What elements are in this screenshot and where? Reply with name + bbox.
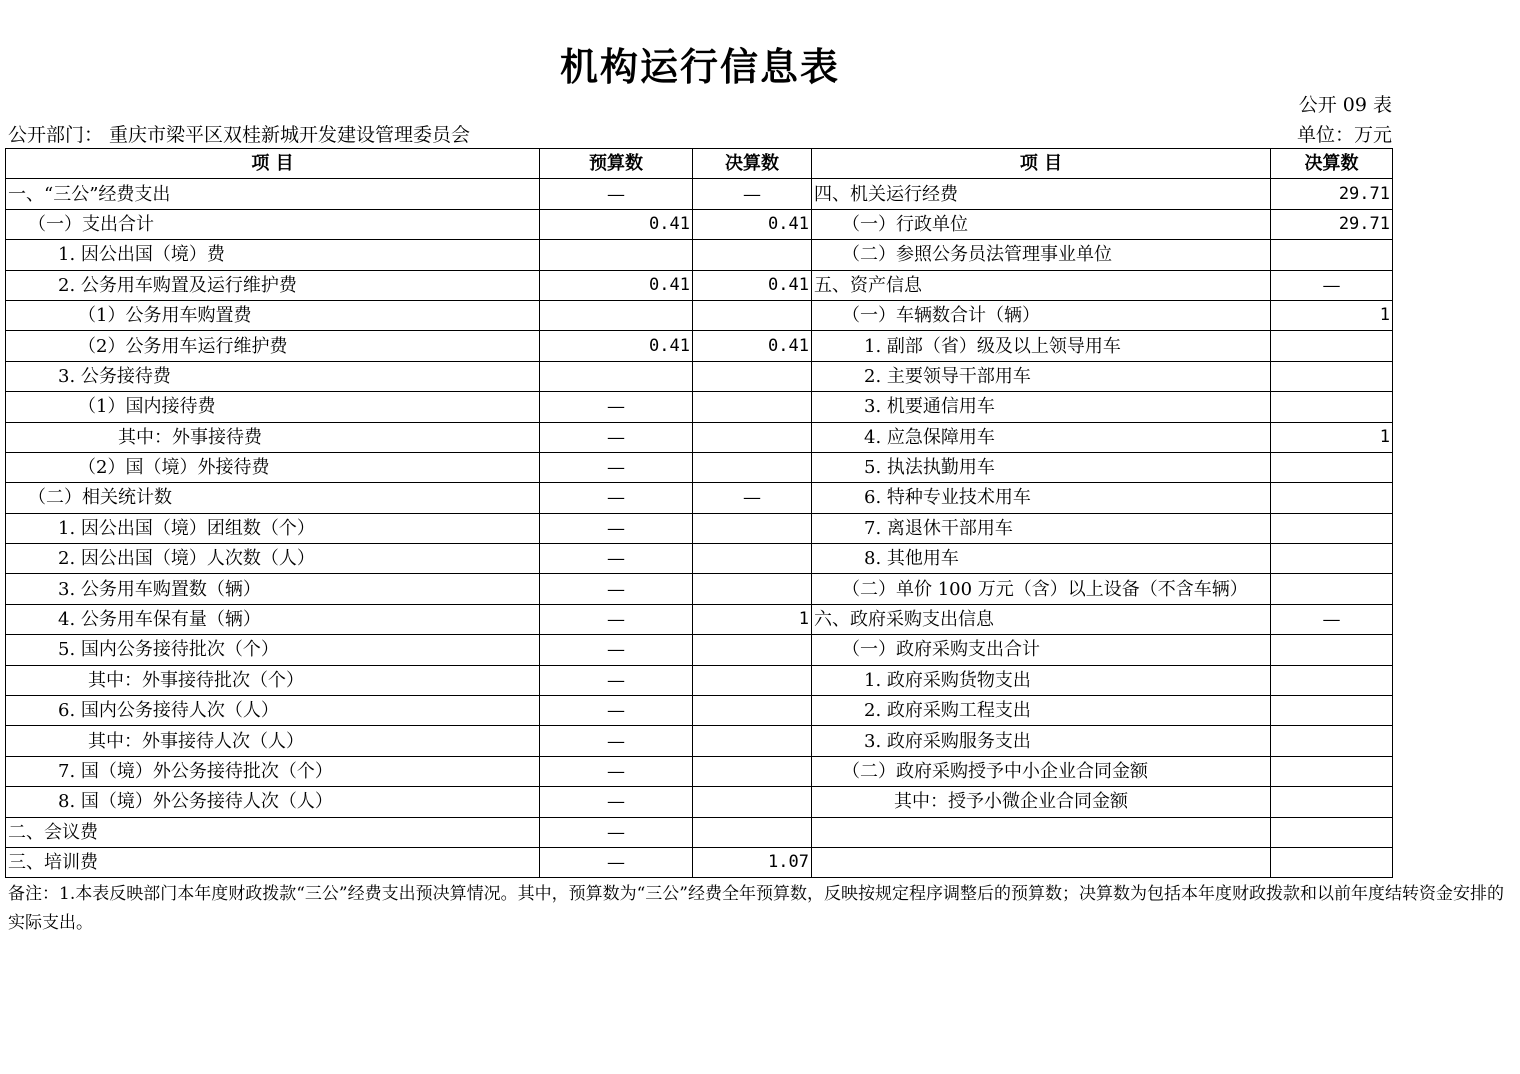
- header-item-right: 项 目: [812, 149, 1271, 179]
- row-budget: —: [540, 635, 693, 665]
- table-row: [6, 240, 1393, 270]
- row-item-right: 四、机关运行经费: [812, 179, 1271, 209]
- row-item-right: （一）车辆数合计（辆）: [812, 300, 1271, 330]
- table-row: [6, 179, 1393, 209]
- row-item-left: 二、会议费: [6, 817, 540, 847]
- row-budget: —: [540, 452, 693, 482]
- row-final-right: [1271, 392, 1393, 422]
- table-row: [6, 422, 1393, 452]
- row-budget: 0.41: [540, 270, 693, 300]
- table-row: [6, 756, 1393, 786]
- row-item-left: 6. 国内公务接待人次（人）: [6, 696, 540, 726]
- table-row: [6, 635, 1393, 665]
- row-final-left: [693, 726, 812, 756]
- row-final-left: 1.07: [693, 847, 812, 877]
- row-item-right: 2. 政府采购工程支出: [812, 696, 1271, 726]
- row-budget: —: [540, 544, 693, 574]
- row-final-left: [693, 300, 812, 330]
- row-final-left: [693, 635, 812, 665]
- row-item-right: 5. 执法执勤用车: [812, 452, 1271, 482]
- row-final-right: [1271, 817, 1393, 847]
- row-item-left: 1. 因公出国（境）团组数（个）: [6, 513, 540, 543]
- row-final-left: —: [693, 179, 812, 209]
- row-budget: —: [540, 665, 693, 695]
- header-final-left: 决算数: [693, 149, 812, 179]
- table-row: [6, 361, 1393, 391]
- row-final-right: [1271, 544, 1393, 574]
- header-budget: 预算数: [540, 149, 693, 179]
- row-item-right: （二）政府采购授予中小企业合同金额: [812, 756, 1271, 786]
- table-row: [6, 665, 1393, 695]
- row-budget: —: [540, 726, 693, 756]
- unit-label: 单位：万元: [1296, 124, 1392, 146]
- row-item-left: 5. 国内公务接待批次（个）: [6, 635, 540, 665]
- row-final-right: 1: [1271, 422, 1393, 452]
- row-item-right: 6. 特种专业技术用车: [812, 483, 1271, 513]
- table-row: [6, 209, 1393, 239]
- row-final-left: [693, 513, 812, 543]
- row-item-left: 其中：外事接待人次（人）: [6, 726, 540, 756]
- row-final-left: —: [693, 483, 812, 513]
- row-item-right: [812, 817, 1271, 847]
- row-item-right: 2. 主要领导干部用车: [812, 361, 1271, 391]
- row-final-right: 29.71: [1271, 179, 1393, 209]
- table-row: [6, 574, 1393, 604]
- row-budget: —: [540, 513, 693, 543]
- row-item-right: （二）参照公务员法管理事业单位: [812, 240, 1271, 270]
- row-item-right: 六、政府采购支出信息: [812, 604, 1271, 634]
- row-final-right: [1271, 787, 1393, 817]
- row-budget: —: [540, 847, 693, 877]
- row-item-left: 2. 公务用车购置及运行维护费: [6, 270, 540, 300]
- row-budget: —: [540, 422, 693, 452]
- table-row: [6, 513, 1393, 543]
- row-final-left: [693, 422, 812, 452]
- row-budget: 0.41: [540, 331, 693, 361]
- row-item-left: （1）国内接待费: [6, 392, 540, 422]
- table-row: [6, 483, 1393, 513]
- table-row: [6, 787, 1393, 817]
- row-final-left: 0.41: [693, 331, 812, 361]
- row-final-right: 29.71: [1271, 209, 1393, 239]
- table-row: [6, 270, 1393, 300]
- row-item-right: 4. 应急保障用车: [812, 422, 1271, 452]
- row-item-right: 7. 离退休干部用车: [812, 513, 1271, 543]
- row-item-left: （2）国（境）外接待费: [6, 452, 540, 482]
- row-final-left: [693, 787, 812, 817]
- row-final-right: [1271, 665, 1393, 695]
- row-budget: —: [540, 787, 693, 817]
- row-item-left: 3. 公务接待费: [6, 361, 540, 391]
- table-row: [6, 696, 1393, 726]
- footnote: 备注：1.本表反映部门本年度财政拨款“三公”经费支出预决算情况。其中，预算数为“三公”经费全年预算数，反映按规定程序调整后的预算数；决算数为包括本年度财政拨款和以前年度结转资金安排的实际支出。: [8, 884, 1504, 933]
- row-final-right: [1271, 452, 1393, 482]
- header-item-left: 项 目: [6, 149, 540, 179]
- row-budget: —: [540, 604, 693, 634]
- row-final-right: [1271, 361, 1393, 391]
- row-final-left: [693, 392, 812, 422]
- row-final-left: [693, 696, 812, 726]
- table-row: [6, 817, 1393, 847]
- row-item-right: （一）行政单位: [812, 209, 1271, 239]
- row-item-right: 8. 其他用车: [812, 544, 1271, 574]
- row-final-left: [693, 240, 812, 270]
- row-item-left: 三、培训费: [6, 847, 540, 877]
- row-item-left: （二）相关统计数: [6, 483, 540, 513]
- row-final-right: 1: [1271, 300, 1393, 330]
- row-budget: [540, 300, 693, 330]
- table-row: [6, 331, 1393, 361]
- row-budget: [540, 240, 693, 270]
- row-item-left: 其中：外事接待批次（个）: [6, 665, 540, 695]
- table-row: [6, 300, 1393, 330]
- page-title: 机构运行信息表: [559, 45, 840, 89]
- row-budget: —: [540, 179, 693, 209]
- row-final-right: [1271, 756, 1393, 786]
- row-item-left: （一）支出合计: [6, 209, 540, 239]
- row-item-right: 1. 政府采购货物支出: [812, 665, 1271, 695]
- row-item-left: （1）公务用车购置费: [6, 300, 540, 330]
- row-final-left: [693, 756, 812, 786]
- row-item-right: （二）单价 100 万元（含）以上设备（不含车辆）: [812, 574, 1271, 604]
- row-budget: —: [540, 696, 693, 726]
- row-item-right: [812, 847, 1271, 877]
- row-final-right: [1271, 847, 1393, 877]
- row-final-right: [1271, 483, 1393, 513]
- row-item-left: 一、“三公”经费支出: [6, 179, 540, 209]
- table-header-row: [6, 149, 1393, 179]
- row-final-left: [693, 544, 812, 574]
- row-item-right: 3. 政府采购服务支出: [812, 726, 1271, 756]
- row-final-right: [1271, 240, 1393, 270]
- row-item-left: 1. 因公出国（境）费: [6, 240, 540, 270]
- row-final-left: [693, 452, 812, 482]
- row-final-left: [693, 361, 812, 391]
- row-budget: —: [540, 574, 693, 604]
- row-budget: —: [540, 817, 693, 847]
- row-item-right: 3. 机要通信用车: [812, 392, 1271, 422]
- department-label: 公开部门： 重庆市梁平区双桂新城开发建设管理委员会: [8, 124, 471, 146]
- row-item-left: 3. 公务用车购置数（辆）: [6, 574, 540, 604]
- row-item-left: （2）公务用车运行维护费: [6, 331, 540, 361]
- row-item-left: 8. 国（境）外公务接待人次（人）: [6, 787, 540, 817]
- header-final-right: 决算数: [1271, 149, 1393, 179]
- form-number: 公开 09 表: [1298, 94, 1392, 116]
- row-final-right: [1271, 513, 1393, 543]
- row-item-right: 1. 副部（省）级及以上领导用车: [812, 331, 1271, 361]
- row-budget: [540, 361, 693, 391]
- row-budget: —: [540, 483, 693, 513]
- row-final-left: 0.41: [693, 270, 812, 300]
- row-final-right: —: [1271, 270, 1393, 300]
- row-budget: —: [540, 392, 693, 422]
- table-row: [6, 452, 1393, 482]
- row-item-right: 五、资产信息: [812, 270, 1271, 300]
- row-final-left: [693, 665, 812, 695]
- row-final-left: 1: [693, 604, 812, 634]
- row-final-right: [1271, 726, 1393, 756]
- info-table: [5, 148, 1393, 878]
- row-budget: —: [540, 756, 693, 786]
- row-item-left: 4. 公务用车保有量（辆）: [6, 604, 540, 634]
- row-final-right: —: [1271, 604, 1393, 634]
- table-row: [6, 604, 1393, 634]
- row-item-left: 2. 因公出国（境）人次数（人）: [6, 544, 540, 574]
- row-final-right: [1271, 635, 1393, 665]
- table-row: [6, 544, 1393, 574]
- row-item-left: 7. 国（境）外公务接待批次（个）: [6, 756, 540, 786]
- table-row: [6, 847, 1393, 877]
- row-item-left: 其中：外事接待费: [6, 422, 540, 452]
- row-final-left: 0.41: [693, 209, 812, 239]
- row-final-left: [693, 574, 812, 604]
- table-row: [6, 726, 1393, 756]
- row-final-right: [1271, 696, 1393, 726]
- row-item-right: （一）政府采购支出合计: [812, 635, 1271, 665]
- table-row: [6, 392, 1393, 422]
- row-item-right: 其中：授予小微企业合同金额: [812, 787, 1271, 817]
- row-final-right: [1271, 331, 1393, 361]
- row-final-right: [1271, 574, 1393, 604]
- row-budget: 0.41: [540, 209, 693, 239]
- row-final-left: [693, 817, 812, 847]
